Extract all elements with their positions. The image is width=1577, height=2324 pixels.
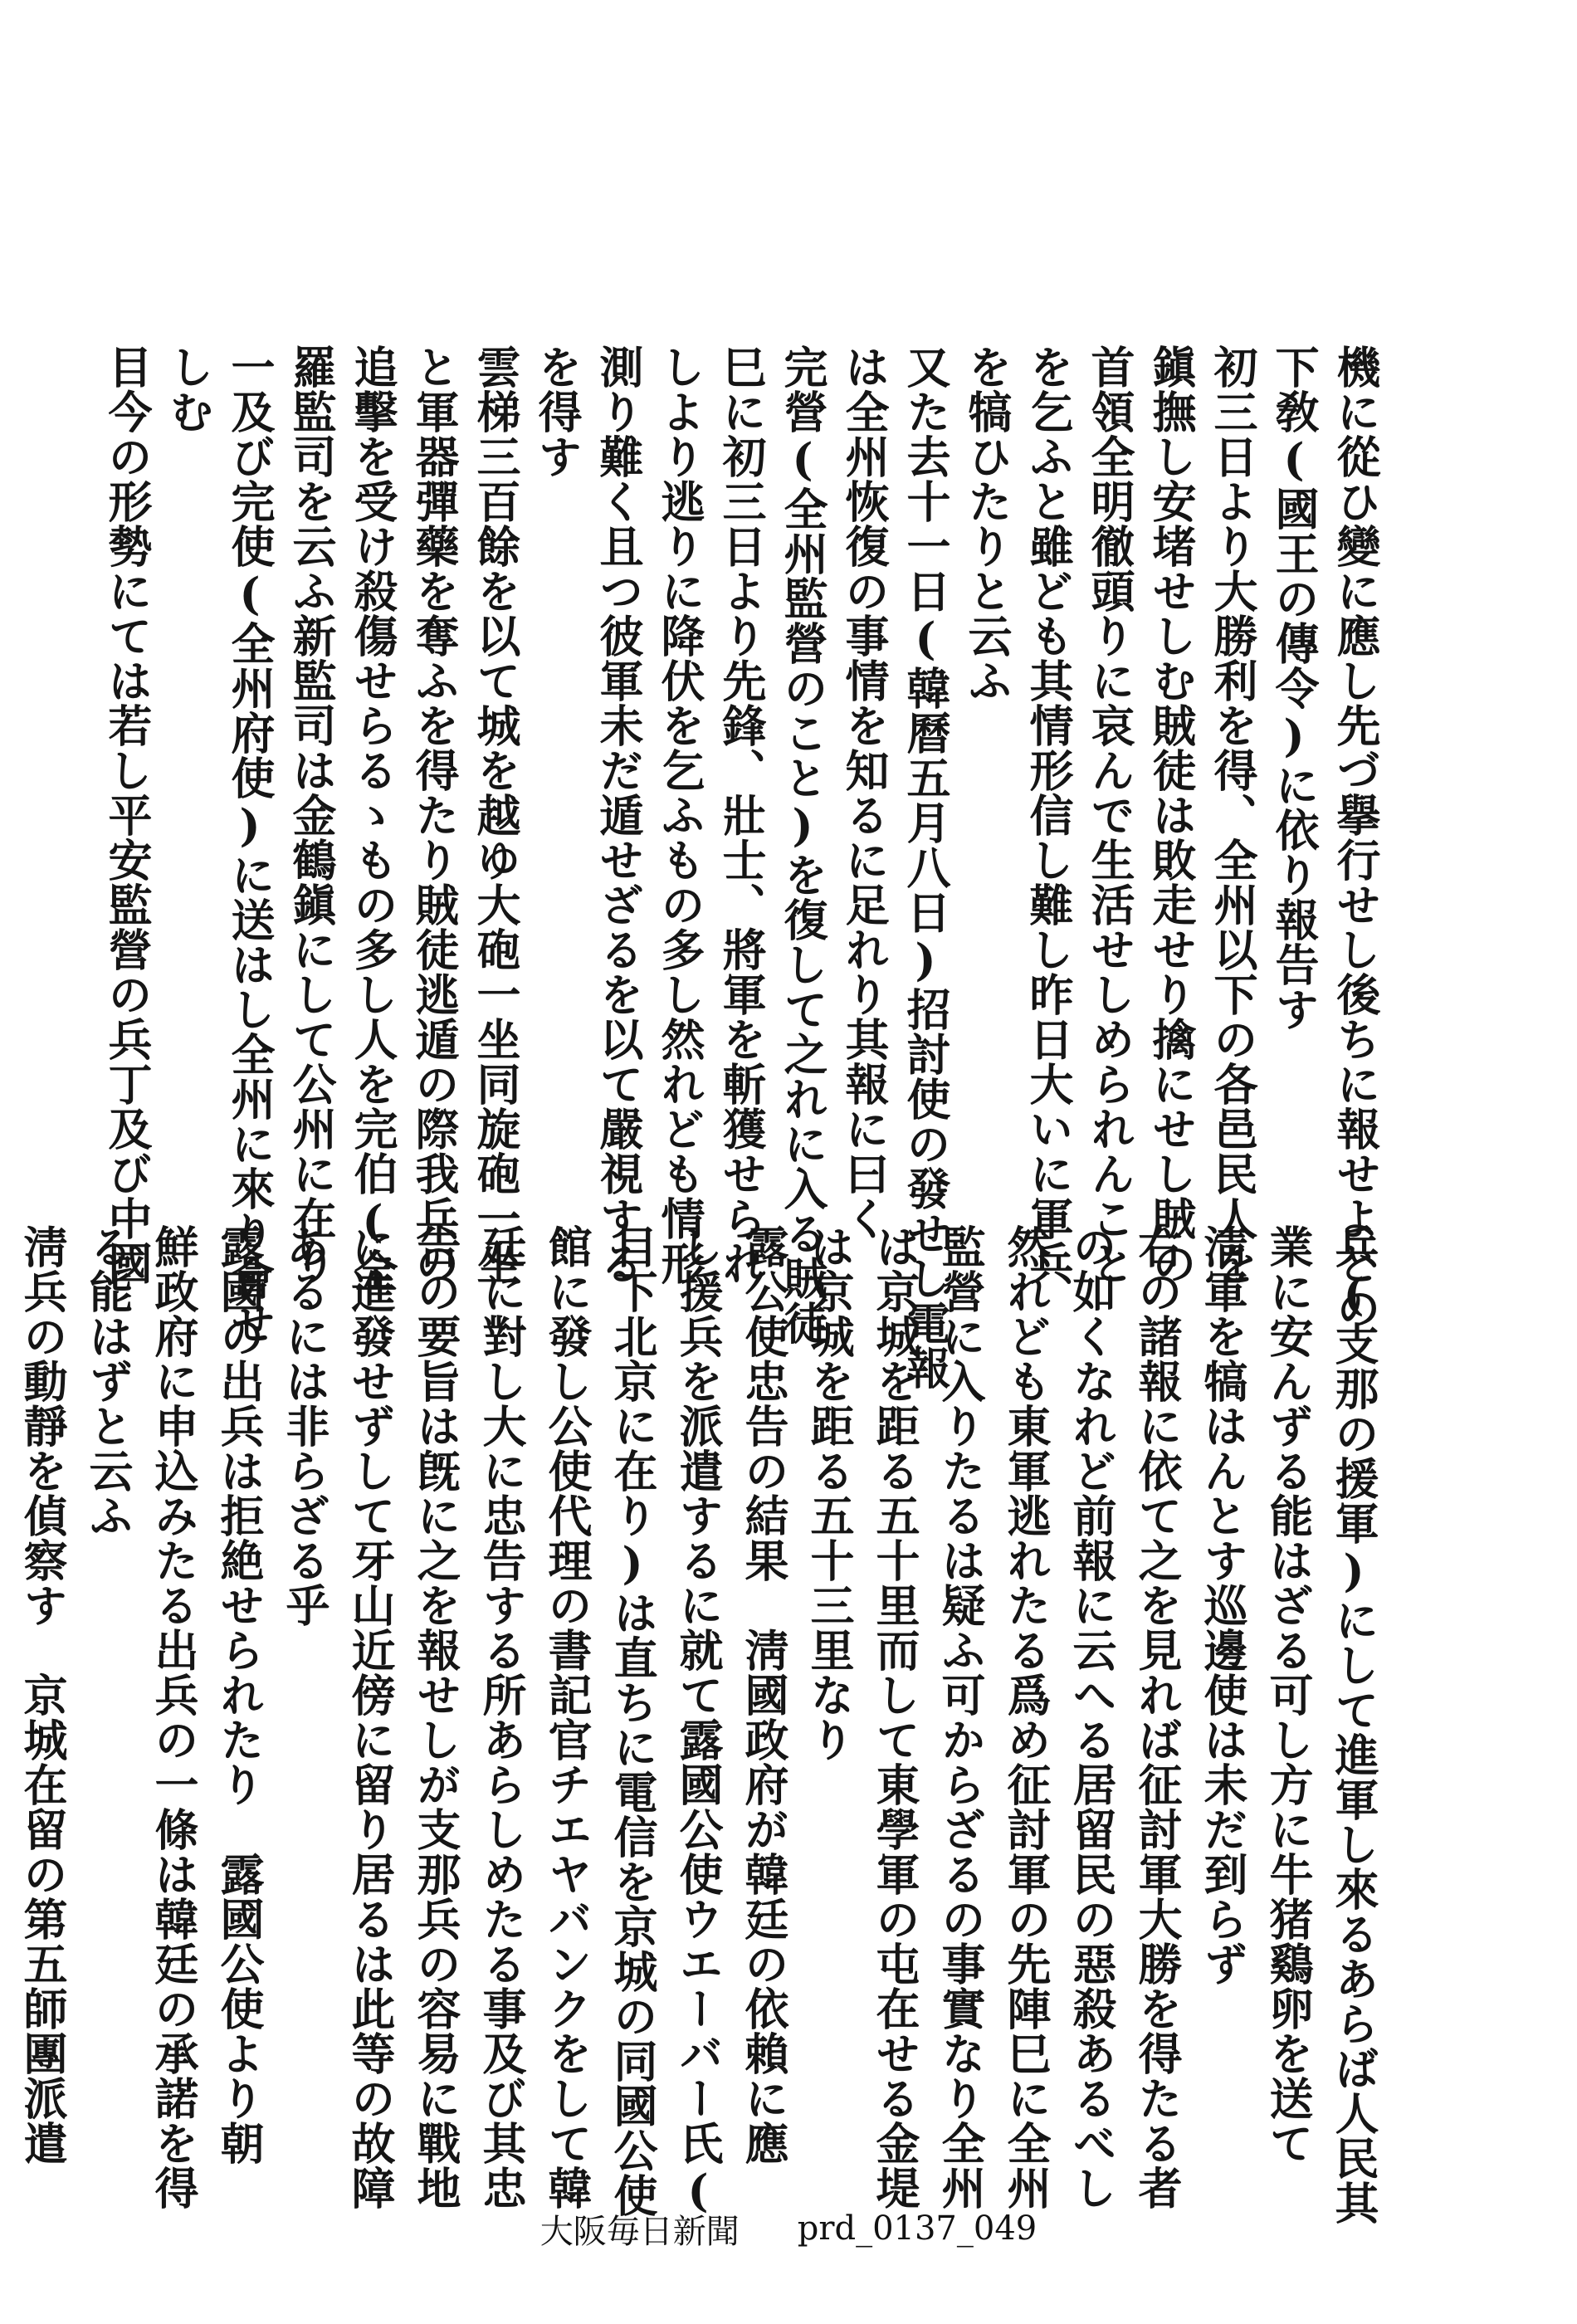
article-clipping-top	[101, 344, 1386, 1390]
text-column: を得す	[531, 344, 583, 479]
text-column: 完營(全州監營のこと)を復して之れに入る賊徒	[777, 344, 828, 1345]
text-column: 初三日より大勝利を得、全州以下の各邑民人を	[1207, 344, 1258, 1286]
text-column: 鮮政府に申込みたる出兵の一條は韓廷の承諾を得	[148, 1224, 199, 2210]
text-column: 館に發し公使代理の書記官チエヤバンクをして韓	[541, 1224, 593, 2210]
text-column: 右の諸報に依て之を見れば征討軍大勝を得たる者	[1131, 1224, 1183, 2210]
text-column: しより逃りに降伏を乞ふもの多し然れども情形	[654, 344, 706, 1286]
page-code: prd_0137_049	[797, 2209, 1038, 2248]
text-column: 下敎(國王の傳令)に依り報告す	[1268, 344, 1320, 1032]
text-column: は全州恢復の事情を知るに足れり其報に曰く	[838, 344, 890, 1241]
text-column: 然れども東軍逃れたる爲め征討軍の先陣巳に全州	[1000, 1224, 1052, 2210]
text-column: と軍器彈藥を奪ふを得たり賊徒逃遁の際我兵の	[408, 344, 460, 1286]
newspaper-name: 大阪毎日新聞	[540, 2212, 740, 2251]
text-column: の如くなれど前報に云へる居留民の惡殺あるべし	[1066, 1224, 1117, 2210]
text-column: 目下北京に在り)は直ちに電信を京城の同國公使	[607, 1224, 658, 2218]
text-column: 鎭撫し安堵せしむ賊徒は敗走せり擒にせし賊の	[1145, 344, 1197, 1286]
article-clipping-bottom	[17, 1224, 1386, 2225]
text-column: 一及び完使(全州府使)に送はし全州に來り會せ	[224, 344, 276, 1345]
text-column: し援兵を派遣するに就て露國公使ウエーバー氏(	[672, 1224, 724, 2218]
text-column: 羅監司を云ふ新監司は金鶴鎭にして公州に在り	[286, 344, 337, 1286]
text-column: 業に安んずる能はざる可し方に牛猪鷄卵を送て	[1262, 1224, 1314, 2165]
text-column: を犒ひたりと云ふ	[961, 344, 1013, 703]
text-column: 露公使忠告の結果 淸國政府が韓廷の依賴に應	[738, 1224, 789, 2165]
text-column: 廷に對し大に忠告する所あらしめたる事及び其忠	[476, 1224, 527, 2210]
text-column: る能はずと云ふ	[82, 1224, 134, 1538]
text-column: 目今の形勢にては若し平安監營の兵丁及び中國	[101, 344, 153, 1286]
text-column: を乞ふと雖ども其情形信し難し昨日大いに軍兵	[1023, 344, 1074, 1286]
text-column: 監營に入りたるは疑ふ可からざるの事實なり全州	[935, 1224, 986, 2210]
text-column: あるには非らざる乎	[279, 1224, 330, 1628]
text-column: 淸兵の動靜を偵察す 京城在留の第五師團派遣	[17, 1224, 68, 2165]
text-column: 追擊を受け殺傷せらるゝもの多し人を完伯(全	[347, 344, 398, 1293]
text-column: しむ	[163, 344, 214, 434]
text-column: 又た去十一日(韓曆五月八日)招討使の發せし電報	[900, 344, 951, 1390]
text-column: 巳に初三日より先鋒、壯士、將軍を斬獲せられ	[715, 344, 767, 1286]
text-column: 兵(支那の援軍)にして進軍し來るあらば人民其	[1328, 1224, 1379, 2225]
text-column: 測り難く且つ彼軍未だ遁せざるを以て嚴視する	[593, 344, 644, 1286]
text-column: 淸軍を犒はんとす巡邊使は未だ到らず	[1197, 1224, 1248, 1986]
text-column: に進發せずして牙山近傍に留り居るは此等の故障	[344, 1224, 396, 2210]
text-column: 首領全明徹頭りに哀んで生活せしめられんこと	[1084, 344, 1135, 1286]
text-column: は京城を距る五十里而して東學軍の屯在せる金堤	[869, 1224, 920, 2210]
text-column: 告の要旨は旣に之を報せしが支那兵の容易に戰地	[410, 1224, 461, 2210]
text-column: 雲梯三百餘を以て城を越ゆ大砲一坐同旋砲一坐	[470, 344, 521, 1286]
text-column: 露國の出兵は拒絶せられたり 露國公使より朝	[213, 1224, 265, 2165]
text-column: は京城を距る五十三里なり	[803, 1224, 855, 1762]
text-column: 機に從ひ變に應し先づ擧行せし後ちに報せよとの	[1330, 344, 1381, 1330]
page-footer	[0, 2204, 1577, 2253]
